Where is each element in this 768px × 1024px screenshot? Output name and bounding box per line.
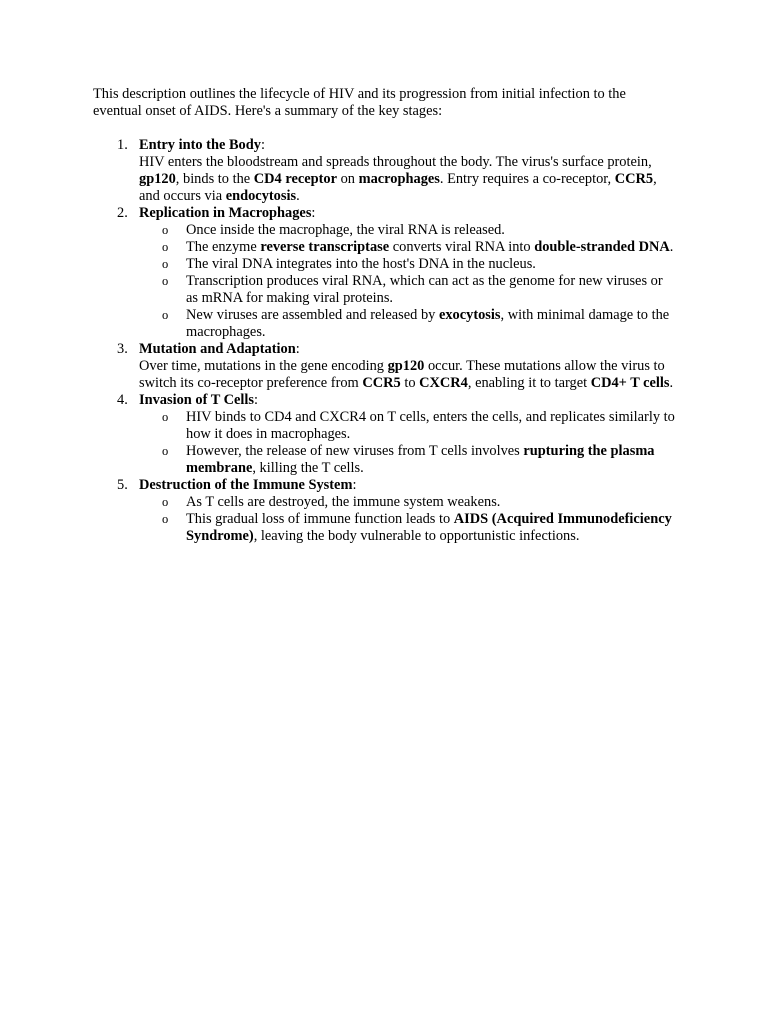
bold-term: gp120 xyxy=(387,358,425,374)
bold-term: gp120 xyxy=(139,171,176,187)
text-run: As T cells are destroyed, the immune system weakens. xyxy=(186,494,501,510)
text-run: . xyxy=(296,188,300,204)
document-page xyxy=(93,86,675,545)
text-run: However, the release of new viruses from T cells involves xyxy=(186,443,524,459)
text-run: Over time, mutations in the gene encoding xyxy=(139,358,388,374)
stage-bullet xyxy=(186,273,675,307)
text-run: . xyxy=(669,375,674,391)
text-run: on xyxy=(337,171,359,187)
stage-item: Entry into the Body: HIV enters the bloodstream and spreads throughout the body. The virus's surface protein, gp120, binds to the CD4 receptor on macrophages. Entry requires a co-receptor, CCR5, and occurs via endocytosis. xyxy=(139,137,675,205)
stage-item: Invasion of T Cells: o HIV binds to CD4 and CXCR4 on T cells, enters the cells, and replicates similarly to how it does in macrophages. o However, the release of new viruses from T cells involves rupturing the plasma membrane, killing the T cells. xyxy=(139,392,675,477)
intro-paragraph: This description outlines the lifecycle of HIV and its progression from initial infection to the eventual onset of AIDS. Here's a summary of the key stages: xyxy=(93,86,626,119)
stage-bullet xyxy=(186,222,675,239)
stage-bullet-list xyxy=(139,409,675,477)
stage-title: Mutation and Adaptation xyxy=(139,341,296,357)
text-run: converts viral RNA into xyxy=(389,239,535,255)
stage-bullet xyxy=(186,239,675,256)
stage-title: Replication in Macrophages xyxy=(139,205,312,221)
stage-list xyxy=(93,137,675,545)
stage-bullet xyxy=(186,443,675,477)
stage-title: Entry into the Body xyxy=(139,137,261,153)
text-run: occur. These mutations allow the virus to switch its co-receptor preference from xyxy=(139,358,665,391)
bold-term: CCR5 xyxy=(362,375,401,391)
bold-term: endocytosis xyxy=(225,188,297,204)
stage-bullet xyxy=(186,256,675,273)
text-run: , with minimal damage to the macrophages. xyxy=(186,307,670,340)
text-run: . xyxy=(669,239,674,255)
bold-term: CD4 receptor xyxy=(253,171,337,187)
bold-term: rupturing the plasma membrane xyxy=(186,443,655,476)
text-run: This gradual loss of immune function leads to xyxy=(186,511,454,527)
bold-term: AIDS (Acquired Immunodeficiency Syndrome) xyxy=(186,511,672,544)
text-run: New viruses are assembled and released by xyxy=(186,307,439,323)
text-run: Once inside the macrophage, the viral RNA is released. xyxy=(186,222,505,238)
text-run: , leaving the body vulnerable to opportunistic infections. xyxy=(253,528,580,544)
bold-term: exocytosis xyxy=(438,307,501,323)
bold-term: double-stranded DNA xyxy=(534,239,670,255)
text-run: to xyxy=(400,375,420,391)
bold-term: macrophages xyxy=(358,171,440,187)
text-run: The viral DNA integrates into the host's DNA in the nucleus. xyxy=(186,256,536,272)
text-run: HIV enters the bloodstream and spreads throughout the body. The virus's surface protein, xyxy=(139,154,652,170)
stage-item: Destruction of the Immune System: o As T cells are destroyed, the immune system weakens. o This gradual loss of immune function leads to AIDS (Acquired Immunodeficiency Syndrome), leaving the body vulnerable to opportunistic infections. xyxy=(139,477,675,545)
stage-item: Mutation and Adaptation: Over time, mutations in the gene encoding gp120 occur. These mutations allow the virus to switch its co-receptor preference from CCR5 to CXCR4, enabling it to target CD4+ T cells. xyxy=(139,341,674,391)
bold-term: CCR5 xyxy=(614,171,654,187)
stage-bullet xyxy=(186,494,675,511)
text-run: The enzyme xyxy=(186,239,261,255)
text-run: , killing the T cells. xyxy=(252,460,364,476)
bold-term: reverse transcriptase xyxy=(260,239,390,255)
stage-title: Invasion of T Cells xyxy=(139,392,255,408)
text-run: Transcription produces viral RNA, which can act as the genome for new viruses or as mRNA for making viral proteins. xyxy=(186,273,663,306)
stage-bullet xyxy=(186,409,675,443)
text-run: , enabling it to target xyxy=(467,375,591,391)
stage-title: Destruction of the Immune System xyxy=(139,477,353,493)
text-run: , binds to the xyxy=(175,171,254,187)
stage-bullet xyxy=(186,307,675,341)
stage-bullet-list xyxy=(139,222,675,341)
text-run: HIV binds to CD4 and CXCR4 on T cells, enters the cells, and replicates similarly to how it does in macrophages. xyxy=(186,409,675,442)
text-run: , and occurs via xyxy=(139,171,657,204)
stage-description xyxy=(139,154,675,205)
text-run: . Entry requires a co-receptor, xyxy=(439,171,615,187)
stage-description xyxy=(139,358,675,392)
stage-bullet xyxy=(186,511,675,545)
bold-term: CD4+ T cells xyxy=(590,375,670,391)
stage-item: Replication in Macrophages: o Once inside the macrophage, the viral RNA is released. o The enzyme reverse transcriptase converts viral RNA into double-stranded DNA. o The viral DNA integrates into the host's DNA in the nucleus. o Transcription produces viral RNA, which can act as the genome for new viruses or as mRNA for making viral proteins. o New viruses are assembled and released by exocytosis, with minimal damage to the macrophages. xyxy=(139,205,675,341)
stage-bullet-list xyxy=(139,494,675,545)
bold-term: CXCR4 xyxy=(419,375,468,391)
